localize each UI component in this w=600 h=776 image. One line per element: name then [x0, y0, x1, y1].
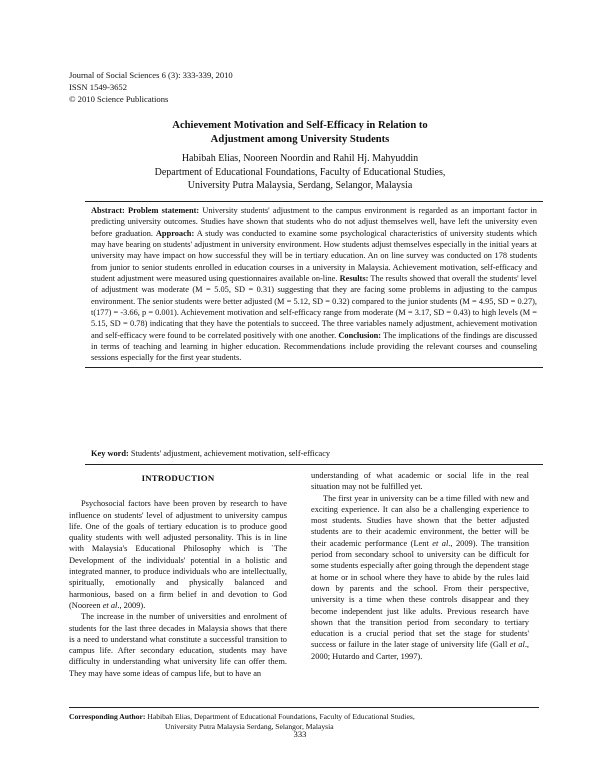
intro-paragraph-2: The increase in the number of universities and enrolment of students for the last three decades in Malaysia shows that there is a need to understand what constitute a successful transition to campus life. After secondary education, students may have difficulty in understanding what university life can offer them. They may have some ideas of campus life, but to have an	[69, 612, 287, 678]
abstract	[85, 201, 543, 368]
problem-label: Problem statement:	[128, 206, 200, 215]
results-label: Results:	[339, 274, 369, 284]
affiliation-line-2: University Putra Malaysia, Serdang, Selangor, Malaysia	[187, 180, 413, 191]
approach-text: A study was conducted to examine some psychological characteristics of university students which may have bearing on students' adjustment in university environment. How students adjust themselves especially in the initial years at university may have impact on how successful they will be in tertiary education. An on line survey was conducted on 178 students from junior to senior students enrolled in education courses in a university in Malaysia. Achievement motivation, self-efficacy and student adjustment were measured using questionnaires available on-line.	[91, 228, 537, 284]
right-column	[311, 470, 529, 662]
journal-issn: ISSN 1549-3652	[69, 82, 128, 92]
corresponding-line-2: University Putra Malaysia Serdang, Selangor, Malaysia	[165, 722, 334, 731]
problem-text: University students' adjustment to the campus environment is regarded as an important factor in predicting university outcomes. Studies have shown that students who do not adjust themselves well, have left the university even before graduation.	[91, 206, 537, 238]
intro-paragraph-2-continued: understanding of what academic or social life in the real situation may not be fulfilled yet.	[311, 471, 529, 492]
affiliation-line-1: Department of Educational Foundations, Faculty of Educational Studies,	[154, 166, 446, 178]
paper-title	[0, 119, 600, 146]
conclusion-text: The implications of the findings are discussed in terms of teaching and learning in higher education. Recommendations include providing the relevant courses and counseling sessions especially for the first year students.	[91, 330, 538, 363]
conclusion-label: Conclusion:	[338, 330, 382, 340]
journal-copyright: © 2010 Science Publications	[69, 94, 169, 104]
journal-info	[69, 69, 233, 105]
corresponding-label: Corresponding Author:	[69, 712, 146, 721]
keywords-label: Key word:	[91, 449, 129, 458]
journal-citation: Journal of Social Sciences 6 (3): 333-339, 2010	[69, 70, 233, 80]
page-number: 333	[293, 729, 307, 739]
title-line-1: Achievement Motivation and Self-Efficacy in Relation to	[172, 120, 428, 131]
abstract-heading: Abstract:	[91, 206, 125, 215]
results-text: The results showed that overall the students' level of adjustment was moderate (M = 5.05, SD = 0.31) suggesting that they are facing some problems in adjusting to the campus environment. The senior students were better adjusted (M = 5.12, SD = 0.32) compared to the junior students (M = 4.95, SD = 0.27), t(177) = -3.66, p = 0.001). Achievement motivation and self-efficacy range from moderate (M = 3.17, SD = 0.43) to high levels (M = 5.15, SD = 0.78) indicating that they have the potentials to succeed. The three variables namely adjustment, achievement motivation and self-efficacy were found to be correlated positively with one another.	[91, 274, 538, 340]
keywords-text: Students' adjustment, achievement motivation, self-efficacy	[130, 449, 331, 458]
title-line-2: Adjustment among University Students	[210, 133, 390, 145]
keywords	[85, 444, 543, 465]
approach-label: Approach:	[155, 228, 195, 238]
author-names: Habibah Elias, Nooreen Noordin and Rahil Hj. Mahyuddin	[181, 153, 419, 164]
intro-paragraph-1: Psychosocial factors have been proven by research to have influence on students' level of adjustment to university campus life. One of the goals of tertiary education is to produce good quality students with well adjusted personality. This is in line with Malaysia's Educational Philosophy which is `The Development of the individuals' potential in a holistic and integrated manner, to produce individuals who are intellectually, spiritually, emotionally and physically balanced and harmonious, based on a firm belief in and devotion to God (Nooreen et al., 2009).	[69, 499, 287, 610]
left-column	[69, 468, 287, 679]
intro-paragraph-3: The first year in university can be a time filled with new and exciting experience. It can also be a challenging experience to most students. Studies have shown that the better adjusted students are to their academic environment, the better will be their academic performance (Lent et al., 2009). The transition period from secondary school to university can be difficult for some students especially after going through the dependent stage at home or in school where they have to abide by the rules laid down by parents and the school. From their perspective, university is a time when these controls disappear and they become independent just like adults. Previous research have shown that the transition period from secondary to tertiary education is a crucial period that set the stage for students' success or failure in the later stage of university life (Gall et al., 2000; Hutardo and Carter, 1997).	[311, 493, 530, 661]
author-block	[0, 152, 600, 193]
corresponding-line-1: Habibah Elias, Department of Educational Foundations, Faculty of Educational Studies,	[147, 712, 415, 721]
introduction-heading: INTRODUCTION	[141, 473, 215, 483]
